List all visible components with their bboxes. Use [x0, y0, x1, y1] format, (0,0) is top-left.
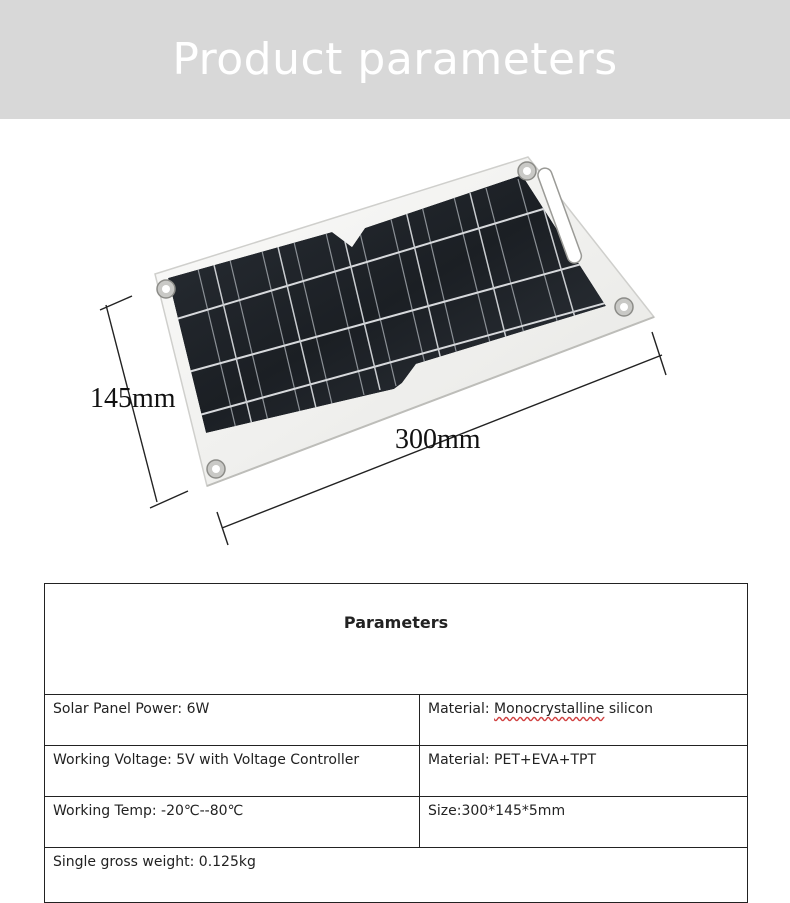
spec-material-1 [420, 695, 748, 746]
table-row [45, 695, 748, 746]
spec-temp: Working Temp: -20℃--80℃ [45, 797, 420, 848]
table-row [45, 848, 748, 903]
header-banner [0, 0, 790, 119]
spec-value: silicon [604, 701, 653, 717]
table-heading: Parameters [45, 584, 748, 695]
solar-panel-image [0, 119, 790, 579]
spec-voltage: Working Voltage: 5V with Voltage Controller [45, 746, 420, 797]
spec-material-2: Material: PET+EVA+TPT [420, 746, 748, 797]
page-title: Product parameters [172, 34, 618, 85]
height-dimension-label: 145mm [90, 383, 176, 414]
parameters-table [44, 583, 748, 903]
product-figure [0, 119, 790, 579]
table-row [45, 746, 748, 797]
table-row [45, 797, 748, 848]
spellcheck-word: Monocrystalline [494, 701, 605, 717]
spec-power: Solar Panel Power: 6W [45, 695, 420, 746]
spec-label: Material: [428, 701, 495, 717]
spec-size: Size:300*145*5mm [420, 797, 748, 848]
width-dimension-label: 300mm [395, 424, 481, 455]
spec-weight: Single gross weight: 0.125kg [45, 848, 748, 903]
